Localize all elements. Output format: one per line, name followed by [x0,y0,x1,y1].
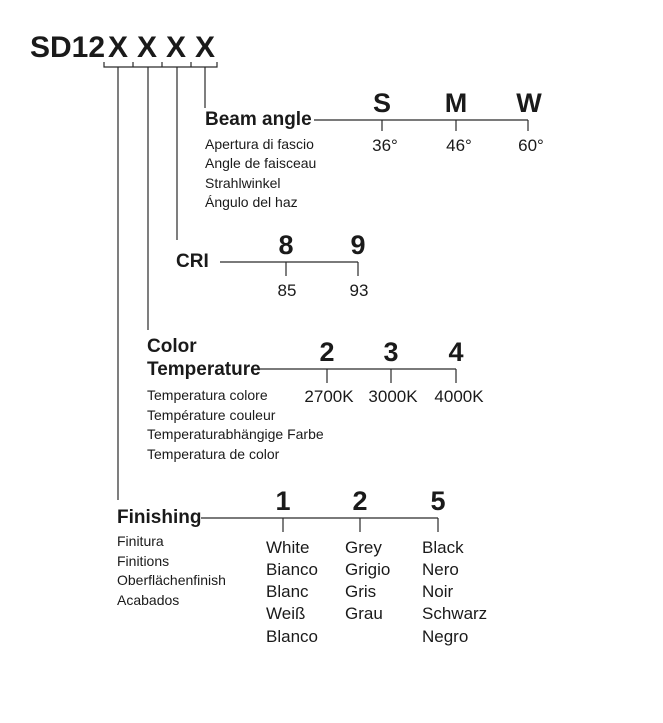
finishing-value-black: Black [422,538,464,557]
finishing-translation-it: Finitura [117,533,164,549]
color-temperature-value-2700k: 2700K [304,387,354,406]
beam-angle-section [205,88,544,210]
finishing-title: Finishing [117,507,202,528]
beam-angle-code-w: W [516,88,542,118]
finishing-value-weiss: Weiß [266,604,306,623]
color-temperature-title-line1: Color [147,336,197,357]
finishing-value-schwarz: Schwarz [422,604,488,623]
cri-title: CRI [176,251,209,272]
cri-section [176,230,368,300]
color-temperature-translation-de: Temperaturabhängige Farbe [147,426,324,442]
beam-angle-translation-es: Ángulo del haz [205,194,298,210]
color-temperature-translation-it: Temperatura colore [147,387,268,403]
code-placeholder-beam-angle: X [195,31,216,64]
color-temperature-translation-es: Temperatura de color [147,446,280,462]
cri-code-9: 9 [350,230,366,260]
finishing-value-blanc: Blanc [266,582,309,601]
cri-value-93: 93 [349,281,369,300]
color-temperature-section [147,336,484,462]
code-placeholder-finishing: X [108,31,129,64]
finishing-translation-de: Oberflächenfinish [117,572,226,588]
color-temperature-code-3: 3 [383,337,399,367]
product-code [30,31,217,67]
finishing-value-noir: Noir [422,582,454,601]
finishing-code-1: 1 [275,486,291,516]
beam-angle-title: Beam angle [205,109,312,130]
beam-angle-code-s: S [372,88,392,118]
finishing-value-nero: Nero [422,560,459,579]
color-temperature-translation-fr: Température couleur [147,407,276,423]
finishing-translation-es: Acabados [117,592,180,608]
color-temperature-value-3000k: 3000K [368,387,418,406]
cri-value-85: 85 [277,281,297,300]
color-temperature-code-4: 4 [448,337,464,367]
finishing-value-negro: Negro [422,627,469,646]
finishing-section [117,486,487,646]
code-placeholder-color-temperature: X [137,31,158,64]
finishing-code-2: 2 [352,486,368,516]
finishing-value-white: White [266,538,310,557]
finishing-value-grey: Grey [345,538,382,557]
beam-angle-translation-it: Apertura di fascio [205,136,314,152]
finishing-value-grigio: Grigio [345,560,391,579]
beam-angle-value-46: 46° [446,136,472,155]
code-placeholder-cri: X [166,31,187,64]
code-prefix: SD12 [30,31,106,64]
beam-angle-translation-de: Strahlwinkel [205,175,281,191]
finishing-value-blanco: Blanco [266,627,318,646]
beam-angle-value-60: 60° [518,136,544,155]
cri-code-8: 8 [278,230,294,260]
beam-angle-value-36: 36° [372,136,398,155]
color-temperature-value-4000k: 4000K [434,387,484,406]
finishing-value-gris: Gris [345,582,377,601]
color-temperature-title-line2: Temperature [147,359,261,380]
finishing-code-5: 5 [430,486,446,516]
beam-angle-translation-fr: Angle de faisceau [205,155,317,171]
finishing-value-grau: Grau [345,604,383,623]
beam-angle-code-m: M [444,88,468,118]
finishing-value-bianco: Bianco [266,560,318,579]
finishing-translation-fr: Finitions [117,553,170,569]
color-temperature-code-2: 2 [319,337,335,367]
